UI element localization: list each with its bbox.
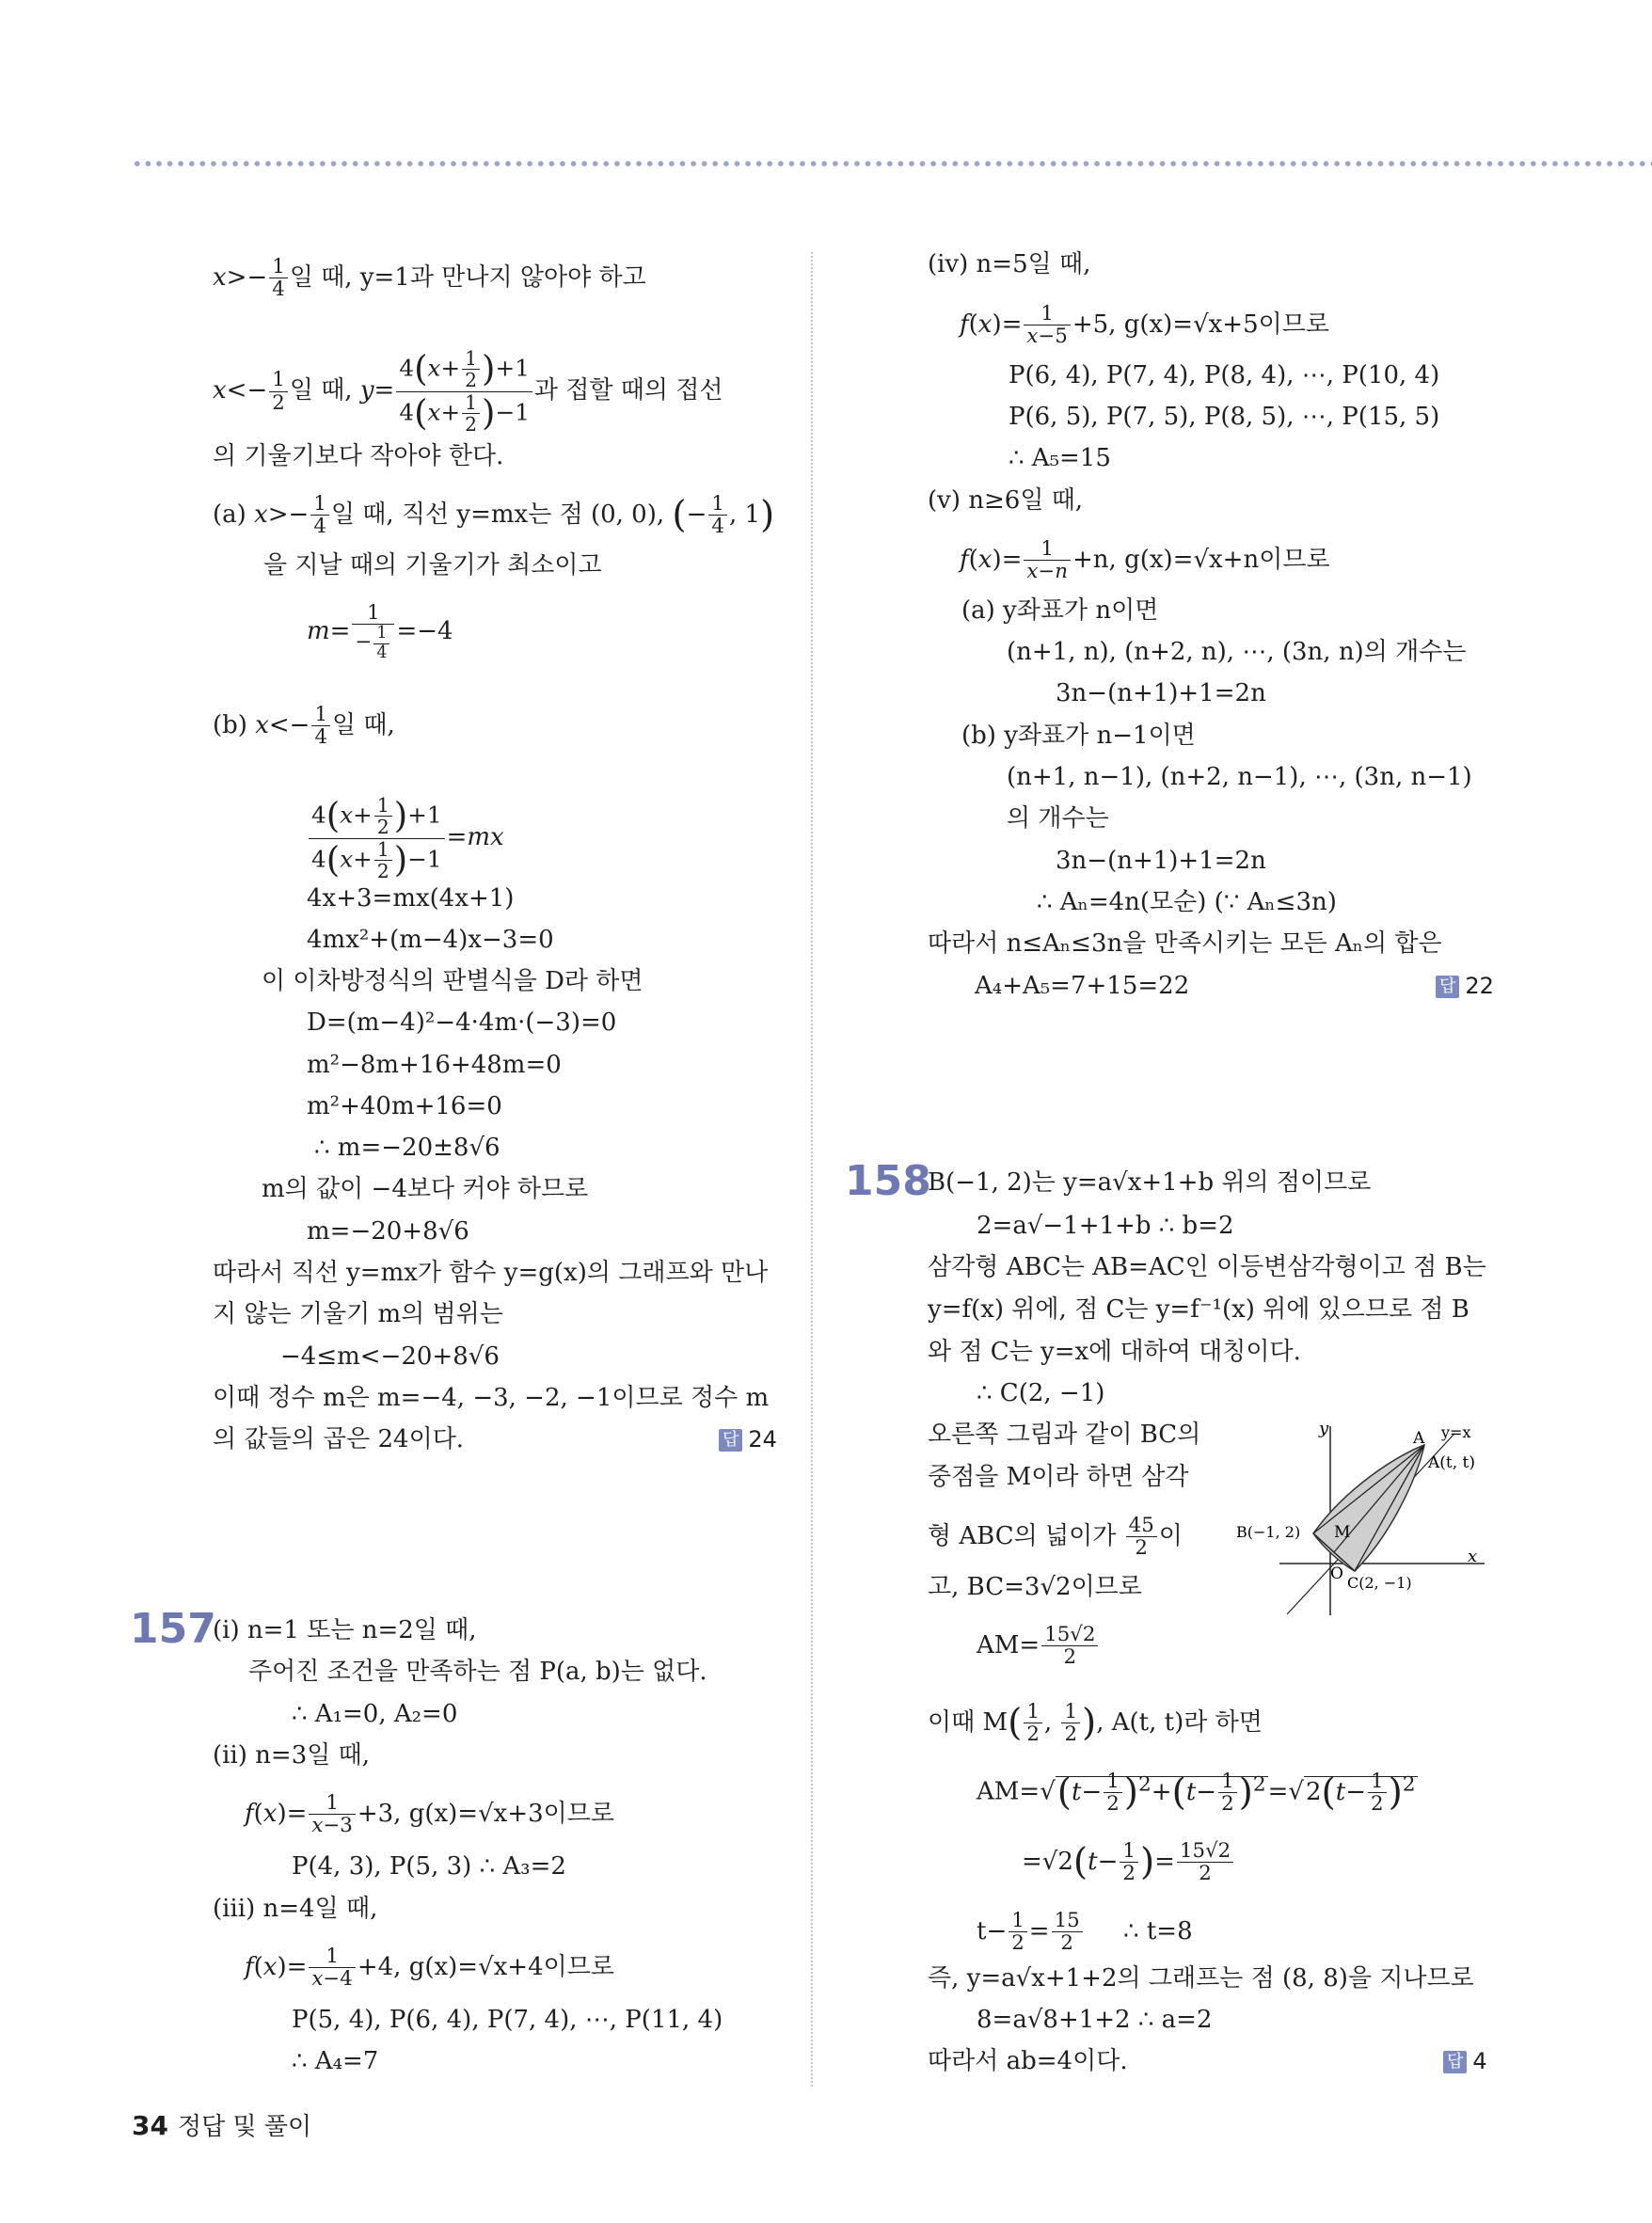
text-line: y=f(x) 위에, 점 C는 y=f⁻¹(x) 위에 있으므로 점 B [928, 1295, 1469, 1324]
text-line: 의 기울기보다 작아야 한다. [213, 442, 504, 470]
text-line: x<− $\frac{1}{2}$ 일 때, y= 4(x+ $\frac{1}{2}$ )+1 4(x+ $\frac{1}{2}$ )−1 과 접할 때의 접선 [213, 347, 723, 436]
text-line: 오른쪽 그림과 같이 BC의 [928, 1421, 1201, 1449]
math-line: 3n−(n+1)+1=2n [1056, 847, 1266, 875]
text-line: 주어진 조건을 만족하는 점 P(a, b)는 없다. [248, 1658, 707, 1686]
text-line: 을 지날 때의 기울기가 최소이고 [263, 551, 602, 580]
answer-box [719, 1426, 777, 1453]
math-line: ∴ A₄=7 [292, 2047, 379, 2075]
text-line: 형 ABC의 넓이가 $\frac{45}{2}$ 이 [928, 1514, 1183, 1561]
math-line: ∴ Aₙ=4n(모순) (∵ Aₙ≤3n) [1037, 888, 1337, 916]
math-line: ∴ m=−20±8√6 [314, 1134, 500, 1162]
label-o: O [1330, 1564, 1343, 1583]
math-line: m²+40m+16=0 [307, 1092, 502, 1120]
text-line: 삼각형 ABC는 AB=AC인 이등변삼각형이고 점 B는 [928, 1253, 1486, 1281]
text-line: (ⅳ) n=5일 때, [928, 250, 1091, 278]
answer-box [1443, 2048, 1487, 2074]
footer-title: 정답 및 풀이 [177, 2113, 312, 2141]
math-line: A₄+A₅=7+15=22 [975, 972, 1190, 1000]
math-line: f(x)= $\frac{1}{x-n}$ +n, g(x)=√x+n이므로 [960, 537, 1330, 584]
text-line: 지 않는 기울기 m의 범위는 [213, 1300, 503, 1328]
math-line: f(x)= $\frac{1}{x-5}$ +5, g(x)=√x+5이므로 [960, 302, 1329, 349]
text-line: m의 값이 −4보다 커야 하므로 [262, 1175, 589, 1203]
math-line: P(5, 4), P(6, 4), P(7, 4), ⋯, P(11, 4) [292, 2006, 723, 2034]
text-line: 고, BC=3√2이므로 [928, 1573, 1142, 1601]
math-line: P(6, 4), P(7, 4), P(8, 4), ⋯, P(10, 4) [1009, 361, 1440, 389]
text-line: 이때 M( $\frac{1}{2}$ , $\frac{1}{2}$ ), A(t, t)라 하면 [928, 1700, 1263, 1747]
math-line: f(x)= $\frac{1}{x-4}$ +4, g(x)=√x+4이므로 [245, 1945, 614, 1992]
text-line: (ⅴ) n≥6일 때, [928, 486, 1084, 515]
text-line: (ⅲ) n=4일 때, [213, 1895, 378, 1923]
answer-value: 4 [1472, 2048, 1487, 2074]
math-line: f(x)= $\frac{1}{x-3}$ +3, g(x)=√x+3이므로 [245, 1791, 614, 1838]
math-line: D=(m−4)²−4·4m·(−3)=0 [307, 1008, 617, 1037]
text-line: 의 개수는 [1007, 804, 1109, 833]
math-line: P(6, 5), P(7, 5), P(8, 5), ⋯, P(15, 5) [1009, 403, 1440, 431]
problem-number: 158 [845, 1157, 931, 1205]
page-number: 34 [132, 2110, 168, 2141]
math-line: ∴ A₁=0, A₂=0 [292, 1700, 458, 1728]
math-line: 4mx²+(m−4)x−3=0 [307, 926, 554, 954]
text-line: (ⅰ) n=1 또는 n=2일 때, [213, 1616, 477, 1644]
text-line: 중점을 M이라 하면 삼각 [928, 1463, 1189, 1491]
label-m: M [1334, 1523, 1351, 1542]
problem-number: 157 [130, 1605, 216, 1653]
text-line: 따라서 n≤Aₙ≤3n을 만족시키는 모든 Aₙ의 합은 [928, 929, 1442, 958]
math-line: ∴ C(2, −1) [977, 1379, 1105, 1407]
math-line: m=−20+8√6 [307, 1217, 469, 1246]
column-divider [811, 252, 813, 2087]
math-line: AM=√(t− $\frac{1}{2}$ )$^2$+(t− $\frac{1}{2}$ )$^2$=√2(t− $\frac{1}{2}$ )$^2$ [977, 1769, 1416, 1817]
label-x-axis: x [1468, 1547, 1478, 1566]
text-line: (b) y좌표가 n−1이면 [961, 722, 1196, 750]
text-line: (a) y좌표가 n이면 [961, 596, 1159, 625]
text-line: B(−1, 2)는 y=a√x+1+b 위의 점이므로 [928, 1168, 1372, 1197]
answer-badge: 답 [1443, 2051, 1467, 2073]
dotted-header-rule [132, 160, 1652, 167]
text-line: 와 점 C는 y=x에 대하여 대칭이다. [928, 1338, 1301, 1366]
math-line: AM= $\frac{15√2}{2}$ [977, 1624, 1100, 1669]
answer-box [1436, 973, 1494, 999]
math-line: (n+1, n−1), (n+2, n−1), ⋯, (3n, n−1) [1007, 763, 1472, 791]
text-line: x>− $\frac{1}{4}$ 일 때, y=1과 만나지 않아야 하고 [213, 255, 646, 302]
math-line: (n+1, n), (n+2, n), ⋯, (3n, n)의 개수는 [1007, 638, 1467, 666]
math-line: =√2(t− $\frac{1}{2}$ )= $\frac{15√2}{2}$ [1022, 1840, 1235, 1885]
math-line: P(4, 3), P(5, 3) ∴ A₃=2 [292, 1852, 566, 1881]
text-line: 따라서 ab=4이다. [928, 2047, 1128, 2075]
text-line: 이때 정수 m은 m=−4, −3, −2, −1이므로 정수 m [213, 1384, 770, 1412]
answer-badge: 답 [719, 1429, 742, 1452]
math-line: 8=a√8+1+2 ∴ a=2 [977, 2006, 1213, 2034]
text-line: (a) x>− $\frac{1}{4}$ 일 때, 직선 y=mx는 점 (0, 0), (− $\frac{1}{4}$ , 1) [213, 492, 775, 539]
label-line: y=x [1441, 1423, 1471, 1441]
math-line: −4≤m<−20+8√6 [280, 1342, 500, 1371]
label-b: B(−1, 2) [1236, 1523, 1301, 1541]
text-line: (b) x<− $\frac{1}{4}$ 일 때, [213, 703, 395, 750]
text-line: 이 이차방정식의 판별식을 D라 하면 [262, 967, 643, 995]
page-footer [132, 2107, 311, 2142]
text-line: (ⅱ) n=3일 때, [213, 1741, 371, 1770]
math-line: 4x+3=mx(4x+1) [307, 884, 515, 913]
math-line: ∴ A₅=15 [1009, 444, 1111, 472]
answer-value: 24 [748, 1426, 777, 1453]
label-y-axis: y [1319, 1419, 1329, 1438]
math-line: 3n−(n+1)+1=2n [1056, 679, 1266, 707]
math-line: m= 1 − $\frac{1}{4}$ =−4 [307, 601, 453, 662]
answer-value: 22 [1465, 973, 1494, 999]
math-line: t− $\frac{1}{2}$ = $\frac{15}{2}$ ∴ t=8 [977, 1909, 1193, 1956]
math-line: 2=a√−1+1+b ∴ b=2 [977, 1212, 1234, 1240]
text-line: 의 값들의 곱은 24이다. [213, 1425, 465, 1453]
math-line: m²−8m+16+48m=0 [307, 1051, 562, 1079]
label-c: C(2, −1) [1347, 1574, 1412, 1592]
text-line: 따라서 직선 y=mx가 함수 y=g(x)의 그래프와 만나 [213, 1259, 769, 1287]
answer-badge: 답 [1436, 976, 1459, 998]
label-a-t: A(t, t) [1428, 1453, 1476, 1472]
math-line: 4(x+ $\frac{1}{2}$ )+1 4(x+ $\frac{1}{2}$ )−1 =mx [307, 795, 504, 881]
label-a: A [1413, 1429, 1425, 1448]
triangle-graph [1232, 1413, 1496, 1620]
text-line: 즉, y=a√x+1+2의 그래프는 점 (8, 8)을 지나므로 [928, 1964, 1474, 1993]
